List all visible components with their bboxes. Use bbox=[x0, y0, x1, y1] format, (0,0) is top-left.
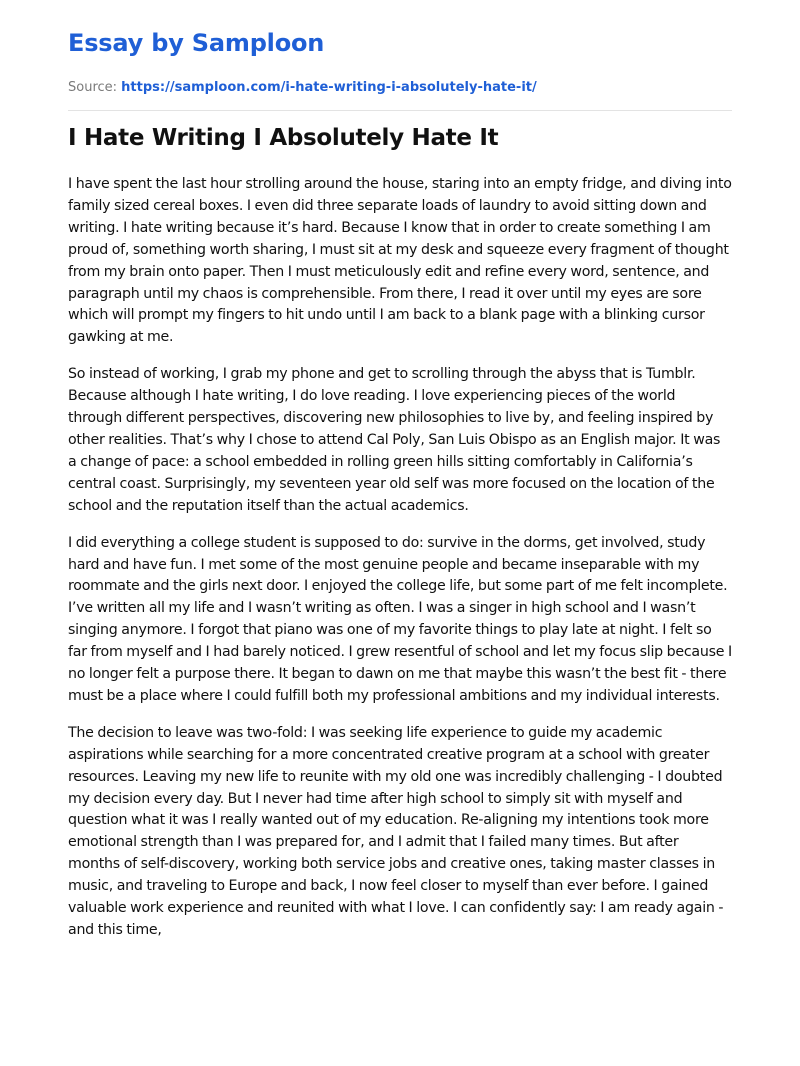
essay-paragraph: So instead of working, I grab my phone and get to scrolling through the abyss that is Tumblr. Because although I hate writing, I do love reading. I love experiencing pieces of the world through different perspectives, discovering new philosophies to live by, and feeling inspired by other realities. That’s why I chose to attend Cal Poly, San Luis Obispo as an English major. It was a change of pace: a school embedded in rolling green hills sitting comfortably in California’s central coast. Surprisingly, my seventeen year old self was more focused on the location of the school and the reputation itself than the actual academics. bbox=[68, 366, 721, 514]
source-label: Source: bbox=[68, 80, 118, 95]
essay-body bbox=[68, 174, 732, 957]
essay-title: I Hate Writing I Absolutely Hate It bbox=[68, 125, 499, 151]
source-line bbox=[68, 79, 537, 97]
site-brand[interactable]: Essay by Samploon bbox=[68, 29, 325, 57]
essay-paragraph: I have spent the last hour strolling around the house, staring into an empty fridge, and diving into family sized cereal boxes. I even did three separate loads of laundry to avoid sitting down and writing. I hate writing because it’s hard. Because I know that in order to create something I am proud of, something worth sharing, I must sit at my desk and squeeze every fragment of thought from my brain onto paper. Then I must meticulously edit and refine every word, sentence, and paragraph until my chaos is comprehensible. From there, I read it over until my eyes are sore which will prompt my fingers to hit undo until I am back to a blank page with a blinking cursor gawking at me. bbox=[68, 176, 732, 346]
header-divider bbox=[68, 110, 732, 111]
source-link[interactable]: https://samploon.com/i-hate-writing-i-absolutely-hate-it/ bbox=[121, 80, 537, 95]
essay-paragraph: The decision to leave was two-fold: I was seeking life experience to guide my academic aspirations while searching for a more concentrated creative program at a school with greater resources. Leaving my new life to reunite with my old one was incredibly challenging - I doubted my decision every day. But I never had time after high school to simply sit with myself and question what it was I really wanted out of my education. Re-aligning my intentions took more emotional strength than I was prepared for, and I admit that I failed many times. But after months of self-discovery, working both service jobs and creative ones, taking master classes in music, and traveling to Europe and back, I now feel closer to myself than ever before. I gained valuable work experience and reunited with what I love. I can confidently say: I am ready again - and this time, bbox=[68, 724, 724, 938]
essay-paragraph: I did everything a college student is supposed to do: survive in the dorms, get involved, study hard and have fun. I met some of the most genuine people and became inseparable with my roommate and the girls next door. I enjoyed the college life, but some part of me felt incomplete. I’ve written all my life and I wasn’t writing as often. I was a singer in high school and I wasn’t singing anymore. I forgot that piano was one of my favorite things to play late at night. I felt so far from myself and I had barely noticed. I grew resentful of school and let my focus slip because I no longer felt a purpose there. It began to dawn on me that maybe this wasn’t the best fit - there must be a place where I could fulfill both my professional ambitions and my individual interests. bbox=[68, 534, 732, 704]
